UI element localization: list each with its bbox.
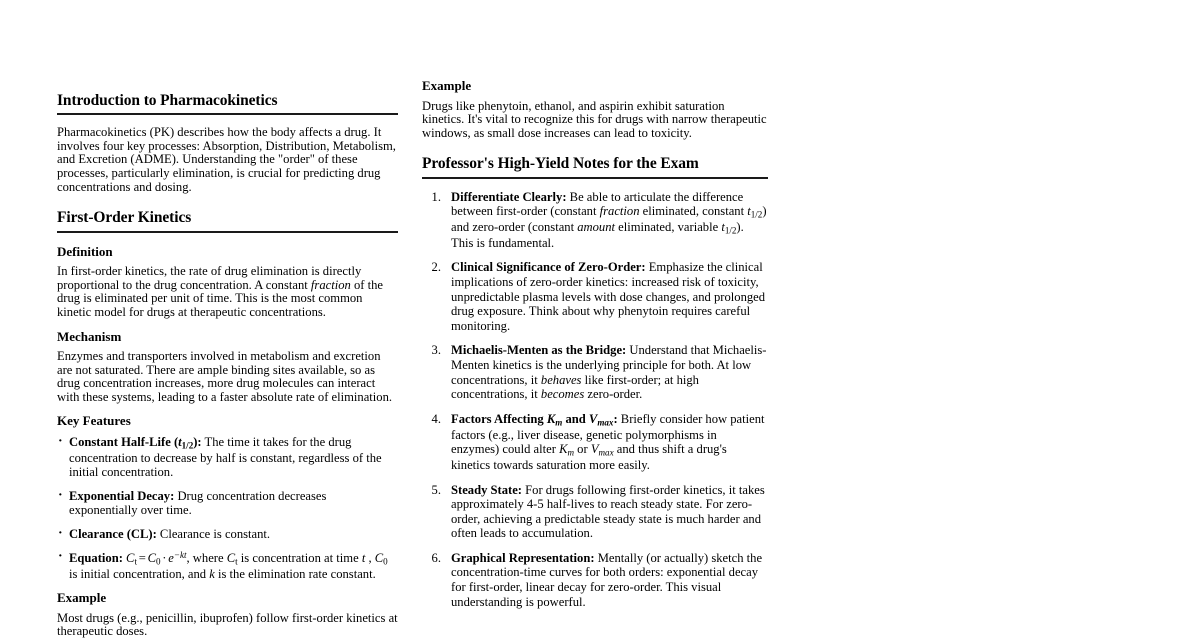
note-label-mid: and: [562, 411, 589, 426]
math-km: $K_m$: [559, 442, 575, 458]
feature-text: Drug concentration decreases exponentially over time.: [69, 488, 327, 518]
heading-example-right: Example: [422, 78, 472, 93]
list-item: [422, 343, 768, 401]
heading-example-left: Example: [57, 590, 107, 606]
definition-emphasis: fraction: [310, 277, 351, 292]
heading-first-order-kinetics: First-Order Kinetics: [57, 209, 398, 232]
note-emphasis-becomes: becomes: [540, 387, 585, 402]
spacer: [57, 233, 398, 244]
list-item: [57, 489, 398, 518]
feature-label: Equation:: [69, 550, 123, 565]
math-vmax: $V_{max}$: [590, 442, 614, 458]
feature-label-tail: ):: [193, 435, 202, 450]
note-label-tail: :: [613, 411, 618, 426]
paragraph-example-right: Drugs like phenytoin, ethanol, and aspirin exhibit saturation kinetics. It's vital to recognize this for drugs with narrow therapeutic windows, as small dose increases can lead to toxicity.: [422, 98, 767, 140]
note-emphasis-amount: amount: [577, 220, 616, 235]
heading-definition: Definition: [57, 243, 113, 259]
spacer: [422, 140, 768, 155]
math-half-life: $t_{1/2}$: [721, 220, 737, 236]
paragraph-definition: [57, 265, 398, 319]
list-item: [422, 190, 768, 251]
note-text-3: and thus shift a drug's kinetics towards saturation more easily.: [451, 442, 727, 472]
note-text: Emphasize the clinical implications of zero-order kinetics: increased risk of toxicity, unpredictable plasma levels with dose changes, and prolonged drug exposure. Think about why phenytoin requires careful monitoring.: [451, 260, 766, 333]
spacer: [57, 320, 398, 329]
equation-text-5: is the elimination rate constant.: [214, 566, 376, 581]
note-emphasis-fraction: fraction: [599, 204, 640, 219]
equation-text-4: is initial concentration, and: [69, 566, 210, 581]
list-item: [422, 551, 768, 609]
note-text-3: ) and zero-order (constant: [451, 204, 767, 235]
feature-label-lead: Constant Half-Life (: [69, 435, 179, 450]
math-vmax: $V_{max}$: [588, 411, 614, 428]
heading-professors-high-yield-notes: Professor's High-Yield Notes for the Exam: [422, 155, 768, 178]
note-text-2: eliminated, constant: [639, 204, 748, 219]
note-text-4: eliminated, variable: [615, 220, 722, 235]
note-label-lead: Factors Affecting: [451, 411, 547, 426]
spacer: [57, 581, 398, 590]
note-text-2: or: [574, 442, 591, 457]
list-item: [57, 435, 398, 480]
note-text-1: Understand that Michaelis-Menten kinetics is the underlying principle for both. At low concentrations, it: [451, 343, 767, 387]
feature-label: Exponential Decay:: [69, 488, 175, 503]
math-k: k: [209, 566, 215, 581]
note-label: Michaelis-Menten as the Bridge:: [451, 343, 627, 358]
right-column: [422, 78, 768, 609]
math-t: t: [361, 550, 366, 565]
equation-text-3: ,: [365, 550, 375, 565]
spacer: [57, 404, 398, 413]
heading-mechanism: Mechanism: [57, 328, 122, 344]
note-emphasis-behaves: behaves: [540, 372, 582, 387]
note-label: Differentiate Clearly:: [451, 189, 567, 204]
math-km: $K_m$: [546, 411, 563, 428]
definition-text-lead: In first-order kinetics, the rate of drug elimination is directly proportional to the drug concentration. A constant: [57, 264, 362, 292]
list-item: [57, 550, 398, 581]
note-text-2: like first-order; at high concentrations, it: [451, 372, 699, 402]
paragraph-mechanism: Enzymes and transporters involved in metabolism and excretion are not saturated. There are ample binding sites available, so as drug concentration increases, more drug molecules can interact with these systems, leading to a faster absolute rate of elimination.: [57, 349, 393, 404]
equation-text-1: , where: [186, 550, 227, 565]
note-text: Mentally (or actually) sketch the concentration-time curves for both orders: exponential decay for first-order, linear decay for zero-order. This visual understanding is powerful.: [451, 550, 763, 609]
list-item: [422, 412, 768, 473]
feature-label: Clearance (CL):: [69, 526, 157, 541]
heading-introduction-to-pharmacokinetics: Introduction to Pharmacokinetics: [57, 92, 398, 115]
spacer: [57, 194, 398, 209]
paragraph-example-left: Most drugs (e.g., penicillin, ibuprofen) follow first-order kinetics at therapeutic doses.: [57, 610, 398, 639]
math-half-life: $t_{1/2}$: [178, 435, 194, 451]
math-half-life: $t_{1/2}$: [747, 204, 763, 220]
note-text-1: Briefly consider how patient factors (e.g., liver disease, genetic polymorphisms in enzymes) could alter: [451, 411, 765, 457]
note-text-3: zero-order.: [584, 387, 643, 402]
spacer: [422, 179, 768, 190]
feature-text: The time it takes for the drug concentration to decrease by half is constant, regardless of the initial concentration.: [69, 435, 382, 480]
equation-text-2: is concentration at time: [237, 550, 362, 565]
list-item: [422, 260, 768, 333]
exam-notes-list: [422, 190, 768, 610]
note-text-1: Be able to articulate the difference between first-order (constant: [451, 189, 744, 219]
note-label: Clinical Significance of Zero-Order:: [451, 260, 646, 275]
note-text-5: ). This is fundamental.: [451, 220, 744, 250]
definition-text-tail: of the drug is eliminated per unit of time. This is the most common kinetic model for drugs at therapeutic concentrations.: [57, 277, 383, 319]
key-features-list: [57, 435, 398, 581]
list-item: [57, 527, 398, 541]
note-label: Steady State:: [451, 482, 523, 497]
heading-key-features: Key Features: [57, 413, 131, 429]
note-text: For drugs following first-order kinetics, it takes approximately 4-5 half-lives to reach steady state. For zero-order, achieving a predictable steady state is much harder and often leads to accumulation.: [451, 482, 765, 541]
math-first-order-equation: $C_t = C_0 \cdot e^{-kt}$: [122, 550, 187, 567]
left-column: [57, 92, 398, 639]
math-c0: $C_0$: [374, 550, 388, 567]
note-label: Graphical Representation:: [451, 550, 595, 565]
feature-text: Clearance is constant.: [156, 526, 271, 541]
paragraph-intro: Pharmacokinetics (PK) describes how the body affects a drug. It involves four key processes: Absorption, Distribution, Metabolism, and Excretion (ADME). Understanding the "order" of these processes, particularly elimination, is crucial for predicting drug concentrations and dosing.: [57, 125, 396, 194]
list-item: [422, 483, 768, 541]
math-ct: $C_t$: [226, 550, 238, 567]
